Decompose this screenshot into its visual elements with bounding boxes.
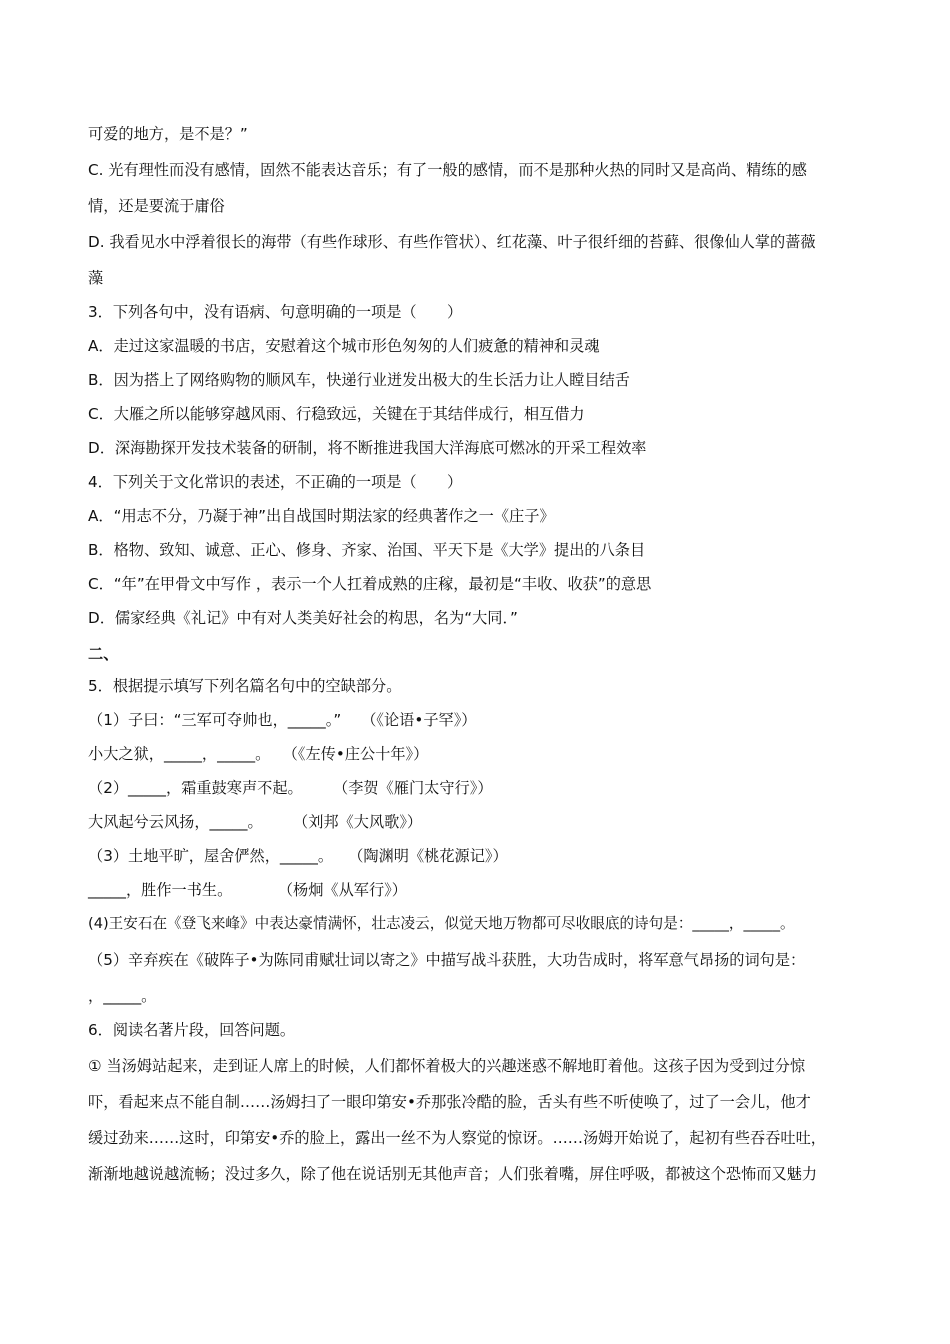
q5-line-9: ，_____。 (88, 987, 157, 1005)
q6-passage-line2: 吓，看起来点不能自制……汤姆扫了一眼印第安•乔那张冷酷的脸，舌头有些不听使唤了，过了一会儿，他才 (88, 1093, 811, 1111)
q3-option-a: A．走过这家温暖的书店，安慰着这个城市形色匆匆的人们疲惫的精神和灵魂 (88, 337, 600, 355)
q4-stem: 4．下列关于文化常识的表述，不正确的一项是（ ） (88, 473, 463, 491)
q2-b-continuation: 可爱的地方，是不是？” (88, 125, 248, 143)
q2-option-d-line2: 藻 (88, 269, 104, 287)
q5-line-5: （3）土地平旷，屋舍俨然，_____。 （陶渊明《桃花源记》） (88, 847, 508, 865)
q5-line-6: _____，胜作一书生。 （杨炯《从军行》） (88, 881, 407, 899)
q6-passage-line4: 渐渐地越说越流畅；没过多久，除了他在说话别无其他声音；人们张着嘴，屏住呼吸，都被这个恐怖而又魅力 (88, 1165, 817, 1183)
q5-line-8: （5）辛弃疾在《破阵子•为陈同甫赋壮词以寄之》中描写战斗获胜，大功告成时，将军意气昂扬的词句是： (88, 951, 806, 969)
q4-option-a: A．“用志不分，乃凝于神”出自战国时期法家的经典著作之一《庄子》 (88, 507, 555, 525)
q4-option-d: D．儒家经典《礼记》中有对人类美好社会的构思，名为“大同．” (88, 609, 518, 627)
q5-line-7: (4)王安石在《登飞来峰》中表达豪情满怀，壮志凌云，似觉天地万物都可尽收眼底的诗句是：_____，_____。 (88, 915, 795, 932)
q6-stem: 6．阅读名著片段，回答问题。 (88, 1021, 296, 1039)
q5-line-2: 小大之狱，_____，_____。 （《左传•庄公十年》） (88, 745, 429, 763)
q6-passage-line3: 缓过劲来……这时，印第安•乔的脸上，露出一丝不为人察觉的惊讶。……汤姆开始说了，起初有些吞吞吐吐， (88, 1129, 826, 1147)
q5-line-1: （1）子曰：“三军可夺帅也，_____。” （《论语•子罕》） (88, 711, 477, 729)
q5-line-4: 大风起兮云风扬，_____。 （刘邦《大风歌》） (88, 813, 423, 831)
q5-line-3: （2）_____，霜重鼓寒声不起。 （李贺《雁门太守行》） (88, 779, 493, 797)
q3-option-d: D．深海勘探开发技术装备的研制，将不断推进我国大洋海底可燃冰的开采工程效率 (88, 439, 647, 457)
q2-option-c-line2: 情，还是要流于庸俗 (88, 197, 225, 215)
q5-stem: 5．根据提示填写下列名篇名句中的空缺部分。 (88, 677, 402, 695)
q4-option-c: C．“年”在甲骨文中写作 ，表示一个人扛着成熟的庄稼，最初是“丰收、收获”的意思 (88, 575, 652, 593)
q4-option-b: B．格物、致知、诚意、正心、修身、齐家、治国、平天下是《大学》提出的八条目 (88, 541, 646, 559)
q3-option-c: C．大雁之所以能够穿越风雨、行稳致远，关键在于其结伴成行，相互借力 (88, 405, 585, 423)
q3-stem: 3．下列各句中，没有语病、句意明确的一项是（ ） (88, 303, 463, 321)
section-heading-2: 二、 (88, 645, 119, 663)
q2-option-d-line1: D. 我看见水中浮着很长的海带（有些作球形、有些作管状）、红花藻、叶子很纤细的苔藓、很像仙人掌的蔷薇 (88, 233, 816, 251)
q2-option-c-line1: C. 光有理性而没有感情，固然不能表达音乐；有了一般的感情，而不是那种火热的同时又是高尚、精练的感 (88, 161, 807, 179)
q3-option-b: B．因为搭上了网络购物的顺风车，快递行业迸发出极大的生长活力让人瞠目结舌 (88, 371, 630, 389)
q6-passage-line1: ① 当汤姆站起来，走到证人席上的时候，人们都怀着极大的兴趣迷惑不解地盯着他。这孩子因为受到过分惊 (88, 1057, 806, 1075)
